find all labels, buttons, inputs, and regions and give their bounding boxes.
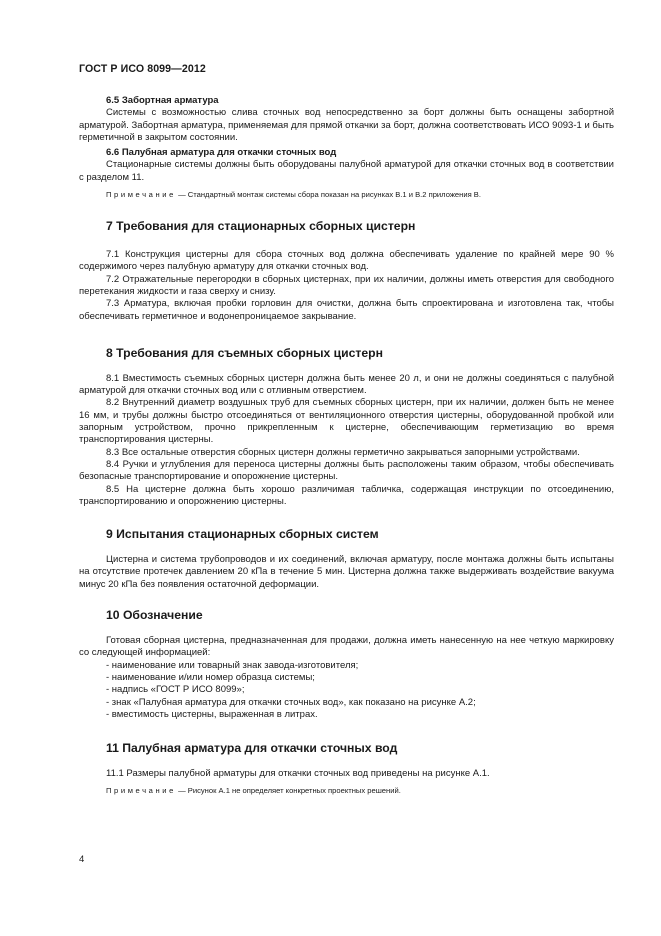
paragraph-7-1: 7.1 Конструкция цистерны для сбора сточных вод должна обеспечивать удаление по крайней мере 90 % содержимого через палубную арматуру для откачки сточных вод.	[79, 249, 614, 273]
section-7-body	[79, 249, 614, 323]
section-heading-10: 10 Обозначение	[106, 608, 203, 623]
paragraph-8-3: 8.3 Все остальные отверстия сборных цистерн должны герметично закрываться запорными устройствами.	[106, 446, 580, 458]
paragraph-8-2: 8.2 Внутренний диаметр воздушных труб для съемных сборных цистерн, при их наличии, должен быть не менее 16 мм, и трубы должны быстро отсоединяться от вентиляционного отверстия цистерны, оборудованной пробкой или запорным устройством, прочно прикрепленным к цистерне, обеспечивающим герметизацию во время транспортирования цистерны.	[79, 397, 614, 446]
note-text: — Рисунок А.1 не определяет конкретных проектных решений.	[175, 786, 401, 796]
list-item: - вместимость цистерны, выраженная в литрах.	[106, 708, 318, 720]
note-11	[79, 785, 614, 796]
list-item: - надпись «ГОСТ Р ИСО 8099»;	[106, 684, 245, 696]
list-item: - наименование или товарный знак завода-изготовителя;	[106, 659, 359, 671]
marking-list	[79, 660, 614, 721]
section-heading-9: 9 Испытания стационарных сборных систем	[106, 527, 379, 542]
paragraph-7-3: 7.3 Арматура, включая пробки горловин для очистки, должна быть спроектирована и изготовлена так, чтобы обеспечивать герметичное и водонепроницаемое закрывание.	[79, 298, 614, 322]
list-item: - наименование и/или номер образца системы;	[106, 671, 315, 683]
paragraph-6-5: Системы с возможностью слива сточных вод непосредственно за борт должны быть оснащены забортной арматурой. Забортная арматура, применяемая для прямой откачки за борт, должна соответствовать ИСО 9093-1 и быть герметичной в закрытом состоянии.	[79, 107, 614, 143]
paragraph-9: Цистерна и система трубопроводов и их соединений, включая арматуру, после монтажа должны быть испытаны на отсутствие протечек давлением 20 кПа в течение 5 мин. Цистерна должна также выдерживать воздействие вакуума минус 20 кПа без появления остаточной деформации.	[79, 554, 614, 590]
section-heading-8: 8 Требования для съемных сборных цистерн	[106, 345, 383, 360]
list-item: - знак «Палубная арматура для откачки сточных вод», как показано на рисунке А.2;	[106, 696, 476, 708]
paragraph-6-6: Стационарные системы должны быть оборудованы палубной арматурой для откачки сточных вод в соответствии с разделом 11.	[79, 159, 614, 183]
note-label: Примечание	[106, 190, 176, 200]
subsection-heading-6-6: 6.6 Палубная арматура для откачки сточных вод	[106, 147, 337, 159]
section-heading-11: 11 Палубная арматура для откачки сточных вод	[106, 741, 398, 756]
page-number: 4	[79, 854, 85, 865]
running-header: ГОСТ Р ИСО 8099—2012	[79, 63, 206, 75]
paragraph-8-1: 8.1 Вместимость съемных сборных цистерн должна быть менее 20 л, и они не должны соединяться с палубной арматурой для откачки сточных вод или с отливным отверстием.	[79, 372, 614, 397]
paragraph-8-5: 8.5 На цистерне должна быть хорошо различимая табличка, содержащая инструкции по отсоединению, транспортированию и опорожнению цистерны.	[79, 483, 614, 507]
paragraph-7-2: 7.2 Отражательные перегородки в сборных цистернах, при их наличии, должны иметь отверстия для свободного перетекания жидкости и газа сверху и снизу.	[79, 273, 614, 297]
paragraph-10: Готовая сборная цистерна, предназначенная для продажи, должна иметь нанесенную на нее четкую маркировку со следующей информацией:	[79, 635, 614, 659]
section-8-body	[79, 373, 614, 508]
section-heading-7: 7 Требования для стационарных сборных цистерн	[106, 219, 416, 234]
note-6-6	[79, 189, 614, 200]
page-content	[79, 95, 614, 796]
note-label: Примечание	[106, 786, 176, 796]
paragraph-11-1: 11.1 Размеры палубной арматуры для откачки сточных вод приведены на рисунке А.1.	[106, 768, 490, 780]
paragraph-8-4: 8.4 Ручки и углубления для переноса цистерны должны быть расположены таким образом, чтобы обеспечивать безопасные транспортирование и опорожнение цистерны.	[79, 458, 614, 483]
subsection-heading-6-5: 6.5 Забортная арматура	[106, 95, 219, 106]
note-text: — Стандартный монтаж системы сбора показан на рисунках В.1 и В.2 приложения В.	[175, 190, 481, 200]
